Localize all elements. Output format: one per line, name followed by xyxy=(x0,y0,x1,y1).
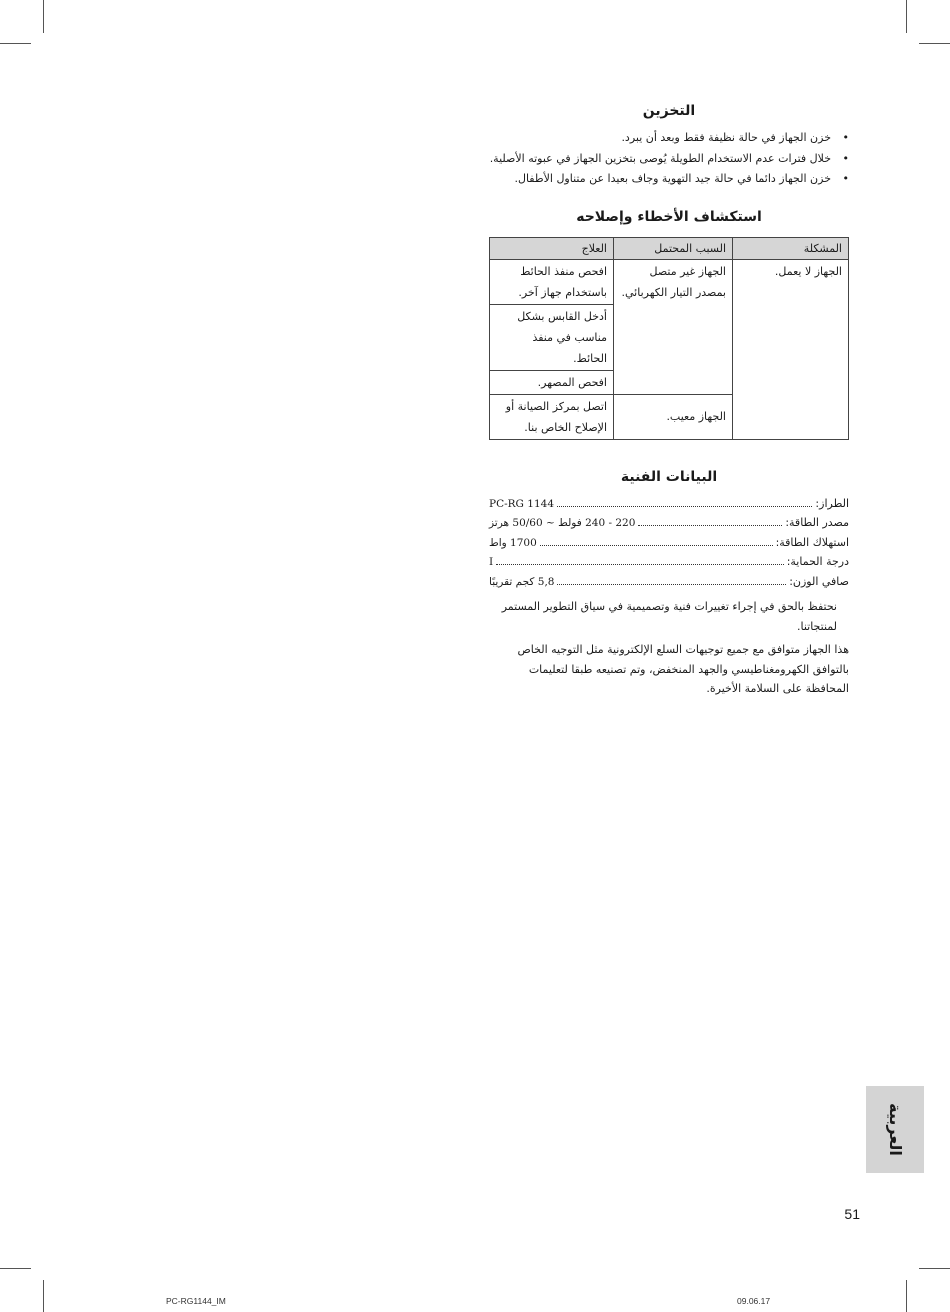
technical-note: نحتفظ بالحق في إجراء تغييرات فنية وتصميمية في سياق التطوير المستمر لمنتجاتنا. xyxy=(501,600,837,633)
crop-mark xyxy=(919,43,950,44)
spec-label: درجة الحماية: xyxy=(786,555,849,568)
list-item: • خلال فترات عدم الاستخدام الطويلة يُوصى بتخزين الجهاز في عبوته الأصلية. xyxy=(489,149,831,170)
dot-leader xyxy=(540,545,773,546)
problem-cell: الجهاز لا يعمل. xyxy=(733,259,849,439)
spec-value: 5,8 كجم تقريبًا xyxy=(489,575,555,588)
remedy-cell: أدخل القابس بشكل مناسب في منفذ الحائط. xyxy=(490,304,614,370)
crop-mark xyxy=(0,43,31,44)
footer-doc-id: PC-RG1144_IM xyxy=(166,1296,226,1306)
spec-value: 1700 واط xyxy=(489,536,537,549)
compliance-note: هذا الجهاز متوافق مع جميع توجيهات السلع الإلكترونية مثل التوجيه الخاص بالتوافق الكهرومغناطيسي والجهد المنخفض، وتم تصنيعه طبقا لتعليمات المحافظة على السلامة الأخيرة. xyxy=(517,643,849,695)
cause-cell: الجهاز غير متصل بمصدر التيار الكهربائي. xyxy=(614,259,733,394)
column-header-remedy: العلاج xyxy=(490,237,614,259)
dot-leader xyxy=(496,564,784,565)
list-item: • خزن الجهاز في حالة نظيفة فقط وبعد أن يبرد. xyxy=(489,128,831,149)
spec-label: صافي الوزن: xyxy=(789,574,849,588)
crop-mark xyxy=(919,1268,950,1269)
spec-label: الطراز: xyxy=(815,496,849,510)
spec-row-model xyxy=(489,494,849,514)
remedy-cell: افحص منفذ الحائط باستخدام جهاز آخر. xyxy=(490,259,614,304)
crop-mark xyxy=(906,0,907,33)
language-label: العربية xyxy=(885,1103,905,1156)
column-header-cause: السبب المحتمل xyxy=(614,237,733,259)
spec-value: 220 - 240 فولط ~ 50/60 هرتز xyxy=(489,517,636,529)
spec-value: PC-RG 1144 xyxy=(489,497,554,510)
spec-row-power-consumption xyxy=(489,533,849,553)
footer-date: 09.06.17 xyxy=(737,1296,771,1306)
spec-row-power-supply xyxy=(489,513,849,533)
cause-cell: الجهاز معيب. xyxy=(614,394,733,439)
spec-row-net-weight xyxy=(489,572,849,592)
list-item: • خزن الجهاز دائما في حالة جيد التهوية وجاف بعيدا عن متناول الأطفال. xyxy=(489,169,831,190)
remedy-cell: اتصل بمركز الصيانة أو الإصلاح الخاص بنا. xyxy=(490,394,614,439)
table-row xyxy=(490,259,849,304)
spec-row-protection-class xyxy=(489,552,849,572)
spec-list xyxy=(489,494,849,592)
remedy-cell: افحص المصهر. xyxy=(490,370,614,394)
spec-value: I xyxy=(489,556,494,568)
spec-label: استهلاك الطاقة: xyxy=(775,535,849,549)
troubleshooting-table xyxy=(489,237,849,440)
dot-leader xyxy=(638,525,782,526)
crop-mark xyxy=(906,1280,907,1312)
page-number: 51 xyxy=(844,1206,860,1222)
technical-data-heading: البيانات الفنية xyxy=(620,468,718,485)
storage-list xyxy=(489,128,849,190)
crop-mark xyxy=(43,1280,44,1312)
crop-mark xyxy=(43,0,44,33)
column-header-problem: المشكلة xyxy=(733,237,849,259)
storage-heading: التخزين xyxy=(642,103,696,119)
dot-leader xyxy=(557,506,812,507)
dot-leader xyxy=(557,584,786,585)
manual-content xyxy=(489,100,849,699)
spec-label: مصدر الطاقة: xyxy=(785,516,849,529)
troubleshooting-heading: استكشاف الأخطاء وإصلاحه xyxy=(576,208,762,225)
table-header-row xyxy=(490,237,849,259)
crop-mark xyxy=(0,1268,31,1269)
language-tab xyxy=(866,1086,924,1173)
